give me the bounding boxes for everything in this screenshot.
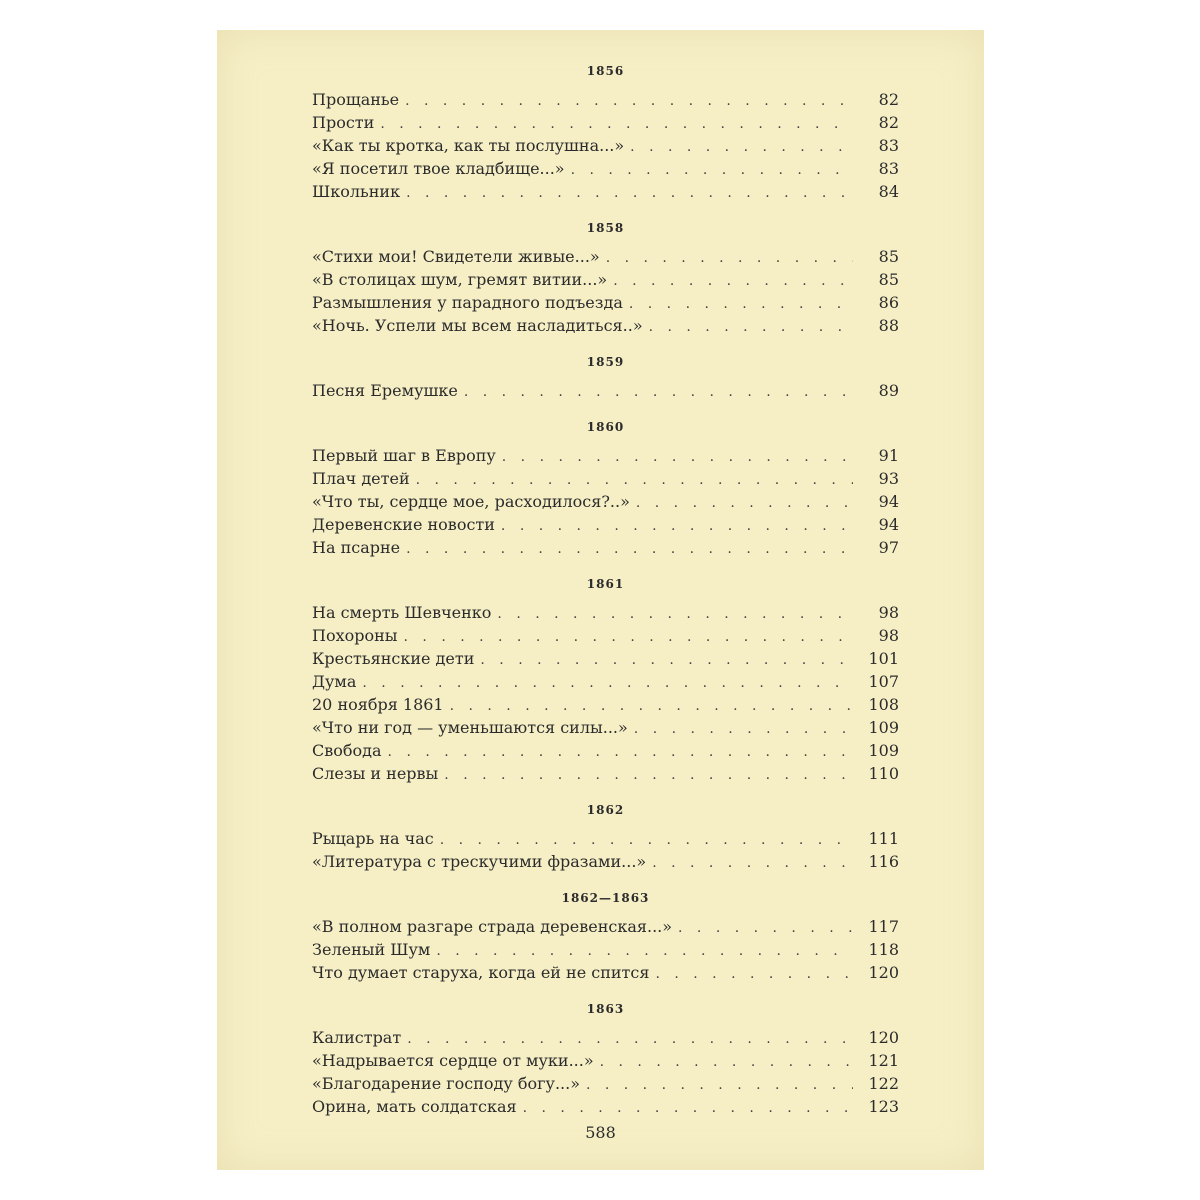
toc-entry bbox=[312, 111, 899, 134]
entry-title: Дума bbox=[312, 672, 357, 691]
entry-page-number: 107 bbox=[868, 672, 899, 691]
entry-title: На смерть Шевченко bbox=[312, 603, 492, 622]
entry-title: Слезы и нервы bbox=[312, 764, 439, 783]
entry-title: Первый шаг в Европу bbox=[312, 446, 496, 465]
toc-entry bbox=[312, 827, 899, 850]
toc-entry bbox=[312, 938, 899, 961]
toc-entry bbox=[312, 467, 899, 490]
entry-title: Крестьянские дети bbox=[312, 649, 475, 668]
entry-page-number: 116 bbox=[868, 852, 899, 871]
dot-leader bbox=[652, 852, 853, 875]
year-heading: 1861 bbox=[586, 577, 625, 591]
page-number: 588 bbox=[585, 1123, 616, 1142]
dot-leader bbox=[655, 963, 853, 986]
toc-entry bbox=[312, 157, 899, 180]
entry-page-number: 109 bbox=[868, 741, 899, 760]
year-heading: 1859 bbox=[586, 355, 625, 369]
toc-entry bbox=[312, 601, 899, 624]
dot-leader bbox=[523, 1097, 853, 1120]
entry-title: Прости bbox=[312, 113, 375, 132]
toc-entry bbox=[312, 739, 899, 762]
toc-entry bbox=[312, 670, 899, 693]
toc-entry bbox=[312, 961, 899, 984]
dot-leader bbox=[501, 515, 853, 538]
entry-page-number: 122 bbox=[868, 1074, 899, 1093]
dot-leader bbox=[613, 270, 853, 293]
dot-leader bbox=[586, 1074, 853, 1097]
dot-leader bbox=[444, 764, 853, 787]
entry-page-number: 82 bbox=[878, 90, 899, 109]
dot-leader bbox=[606, 247, 853, 270]
entry-page-number: 88 bbox=[878, 316, 899, 335]
year-heading: 1858 bbox=[586, 221, 625, 235]
dot-leader bbox=[630, 136, 853, 159]
entry-title: Зеленый Шум bbox=[312, 940, 431, 959]
entry-title: Калистрат bbox=[312, 1028, 402, 1047]
entry-page-number: 94 bbox=[878, 515, 899, 534]
entry-page-number: 85 bbox=[878, 247, 899, 266]
dot-leader bbox=[388, 741, 853, 764]
toc-entry bbox=[312, 1095, 899, 1118]
toc-entry bbox=[312, 693, 899, 716]
dot-leader bbox=[362, 672, 853, 695]
dot-leader bbox=[629, 293, 853, 316]
dot-leader bbox=[636, 492, 853, 515]
entry-page-number: 109 bbox=[868, 718, 899, 737]
entry-page-number: 89 bbox=[878, 381, 899, 400]
dot-leader bbox=[600, 1051, 853, 1074]
entry-title: Деревенские новости bbox=[312, 515, 495, 534]
entry-page-number: 117 bbox=[868, 917, 899, 936]
entry-title: Плач детей bbox=[312, 469, 410, 488]
toc-entry bbox=[312, 762, 899, 785]
dot-leader bbox=[497, 603, 853, 626]
entry-page-number: 83 bbox=[878, 159, 899, 178]
entry-title: Что думает старуха, когда ей не спится bbox=[312, 963, 650, 982]
toc-entry bbox=[312, 314, 899, 337]
toc-entry bbox=[312, 513, 899, 536]
entry-title: Прощанье bbox=[312, 90, 400, 109]
toc-entry bbox=[312, 180, 899, 203]
entry-title: Похороны bbox=[312, 626, 398, 645]
entry-title: «Что ни год — уменьшаются силы...» bbox=[312, 718, 628, 737]
year-heading: 1862—1863 bbox=[561, 891, 650, 905]
entry-title: «Ночь. Успели мы всем насладиться..» bbox=[312, 316, 643, 335]
year-heading: 1856 bbox=[586, 64, 625, 78]
dot-leader bbox=[464, 381, 853, 404]
entry-page-number: 101 bbox=[868, 649, 899, 668]
entry-page-number: 82 bbox=[878, 113, 899, 132]
entry-page-number: 93 bbox=[878, 469, 899, 488]
entry-title: «В столицах шум, гремят витии...» bbox=[312, 270, 608, 289]
entry-page-number: 83 bbox=[878, 136, 899, 155]
entry-page-number: 91 bbox=[878, 446, 899, 465]
toc-entry bbox=[312, 88, 899, 111]
toc-entry bbox=[312, 245, 899, 268]
dot-leader bbox=[406, 538, 853, 561]
entry-page-number: 84 bbox=[878, 182, 899, 201]
entry-page-number: 120 bbox=[868, 963, 899, 982]
entry-title: Размышления у парадного подъезда bbox=[312, 293, 623, 312]
entry-page-number: 111 bbox=[868, 829, 899, 848]
entry-title: «В полном разгаре страда деревенская...» bbox=[312, 917, 673, 936]
toc-entry bbox=[312, 291, 899, 314]
entry-title: Рыцарь на час bbox=[312, 829, 434, 848]
dot-leader bbox=[440, 829, 853, 852]
toc-entry bbox=[312, 850, 899, 873]
entry-title: «Стихи мои! Свидетели живые...» bbox=[312, 247, 600, 266]
book-page bbox=[217, 30, 984, 1170]
year-heading: 1862 bbox=[586, 803, 625, 817]
dot-leader bbox=[407, 1028, 853, 1051]
entry-title: На псарне bbox=[312, 538, 401, 557]
dot-leader bbox=[649, 316, 853, 339]
dot-leader bbox=[571, 159, 853, 182]
entry-page-number: 85 bbox=[878, 270, 899, 289]
dot-leader bbox=[405, 90, 853, 113]
entry-page-number: 110 bbox=[868, 764, 899, 783]
dot-leader bbox=[380, 113, 853, 136]
year-heading: 1863 bbox=[586, 1002, 625, 1016]
entry-page-number: 98 bbox=[878, 603, 899, 622]
toc-entry bbox=[312, 915, 899, 938]
dot-leader bbox=[502, 446, 853, 469]
toc-entry bbox=[312, 536, 899, 559]
entry-title: Орина, мать солдатская bbox=[312, 1097, 517, 1116]
entry-title: 20 ноября 1861 bbox=[312, 695, 444, 714]
toc-entry bbox=[312, 1026, 899, 1049]
entry-title: Свобода bbox=[312, 741, 382, 760]
entry-title: «Как ты кротка, как ты послушна...» bbox=[312, 136, 625, 155]
toc-entry bbox=[312, 1049, 899, 1072]
toc-entry bbox=[312, 647, 899, 670]
dot-leader bbox=[436, 940, 853, 963]
entry-title: «Я посетил твое кладбище...» bbox=[312, 159, 565, 178]
toc-entry bbox=[312, 379, 899, 402]
entry-page-number: 86 bbox=[878, 293, 899, 312]
toc-entry bbox=[312, 268, 899, 291]
entry-title: Песня Еремушке bbox=[312, 381, 458, 400]
entry-title: «Надрывается сердце от муки...» bbox=[312, 1051, 594, 1070]
entry-page-number: 123 bbox=[868, 1097, 899, 1116]
toc-entry bbox=[312, 1072, 899, 1095]
entry-page-number: 120 bbox=[868, 1028, 899, 1047]
entry-title: «Благодарение господу богу...» bbox=[312, 1074, 580, 1093]
entry-title: «Литература с трескучими фразами...» bbox=[312, 852, 647, 871]
year-heading: 1860 bbox=[586, 420, 625, 434]
entry-page-number: 108 bbox=[868, 695, 899, 714]
toc-entry bbox=[312, 444, 899, 467]
dot-leader bbox=[678, 917, 853, 940]
entry-title: «Что ты, сердце мое, расходилося?..» bbox=[312, 492, 630, 511]
entry-page-number: 118 bbox=[868, 940, 899, 959]
dot-leader bbox=[450, 695, 853, 718]
dot-leader bbox=[480, 649, 853, 672]
entry-page-number: 121 bbox=[868, 1051, 899, 1070]
toc-entry bbox=[312, 716, 899, 739]
toc-entry bbox=[312, 134, 899, 157]
toc-entry bbox=[312, 490, 899, 513]
entry-page-number: 98 bbox=[878, 626, 899, 645]
toc-entry bbox=[312, 624, 899, 647]
dot-leader bbox=[634, 718, 853, 741]
entry-title: Школьник bbox=[312, 182, 401, 201]
entry-page-number: 94 bbox=[878, 492, 899, 511]
entry-page-number: 97 bbox=[878, 538, 899, 557]
dot-leader bbox=[406, 182, 853, 205]
dot-leader bbox=[416, 469, 853, 492]
table-of-contents bbox=[312, 58, 899, 1118]
dot-leader bbox=[404, 626, 853, 649]
